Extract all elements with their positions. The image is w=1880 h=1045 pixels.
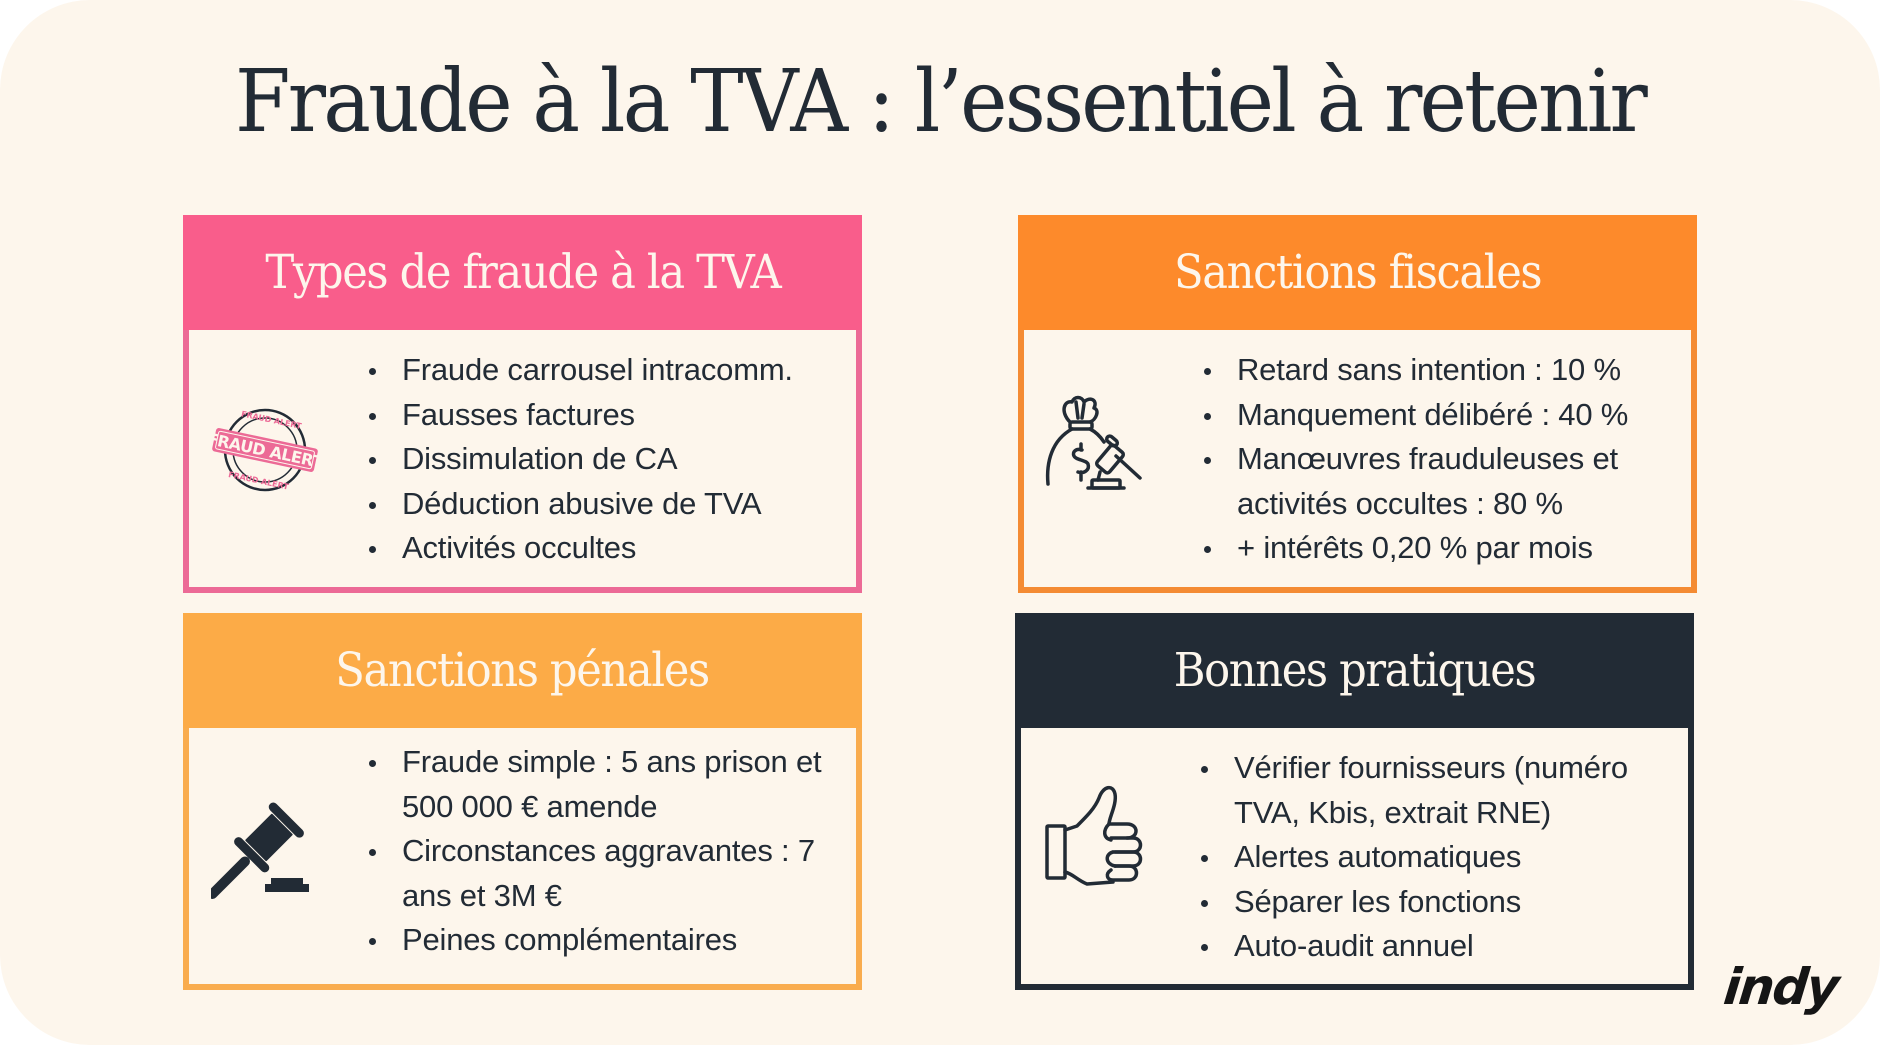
brand-logo: indy	[1720, 958, 1841, 1016]
list-item: Déduction abusive de TVA	[364, 482, 848, 527]
list-item: + intérêts 0,20 % par mois	[1199, 526, 1683, 571]
list-item: Manœuvres frauduleuses et activités occultes : 80 %	[1199, 437, 1683, 526]
money-bag-gavel-icon	[1042, 392, 1152, 502]
card-body	[1018, 330, 1697, 593]
list-item: Vérifier fournisseurs (numéro TVA, Kbis, extrait RNE)	[1196, 746, 1680, 835]
card-heading: Bonnes pratiques	[1173, 643, 1536, 698]
list-item: Dissimulation de CA	[364, 437, 848, 482]
card-heading: Sanctions pénales	[335, 643, 710, 698]
card-header	[183, 613, 862, 728]
list-item: Manquement délibéré : 40 %	[1199, 393, 1683, 438]
list-item: Circonstances aggravantes : 7 ans et 3M €	[364, 829, 848, 918]
thumbs-up-icon	[1043, 780, 1158, 900]
list-item: Fausses factures	[364, 393, 848, 438]
card-header	[1018, 215, 1697, 330]
list-item: Séparer les fonctions	[1196, 880, 1680, 925]
list-item: Fraude simple : 5 ans prison et 500 000 € amende	[364, 740, 848, 829]
page-title: Fraude à la TVA : l’essentiel à retenir	[235, 52, 1645, 152]
card-fraud-types	[183, 215, 862, 593]
card-body	[183, 330, 862, 593]
list-item: Retard sans intention : 10 %	[1199, 348, 1683, 393]
card-body	[183, 728, 862, 990]
card-list	[364, 740, 848, 963]
card-list	[1199, 348, 1683, 571]
list-item: Activités occultes	[364, 526, 848, 571]
card-penal-sanctions	[183, 613, 862, 990]
card-best-practices	[1015, 613, 1694, 990]
card-header	[183, 215, 862, 330]
list-item: Peines complémentaires	[364, 918, 848, 963]
svg-text:FRAUD ALERT: FRAUD ALERT	[227, 470, 290, 492]
list-item: Alertes automatiques	[1196, 835, 1680, 880]
svg-text:FRAUD ALERT: FRAUD ALERT	[209, 428, 325, 472]
fraud-alert-stamp-icon	[209, 390, 329, 510]
card-list	[1196, 746, 1680, 969]
card-list	[364, 348, 848, 571]
card-heading: Types de fraude à la TVA	[265, 245, 780, 300]
gavel-icon	[211, 796, 321, 906]
card-tax-sanctions	[1018, 215, 1697, 593]
svg-text:FRAUD ALERT: FRAUD ALERT	[240, 409, 303, 431]
list-item: Fraude carrousel intracomm.	[364, 348, 848, 393]
card-body	[1015, 728, 1694, 990]
card-header	[1015, 613, 1694, 728]
list-item: Auto-audit annuel	[1196, 924, 1680, 969]
card-heading: Sanctions fiscales	[1173, 245, 1542, 300]
